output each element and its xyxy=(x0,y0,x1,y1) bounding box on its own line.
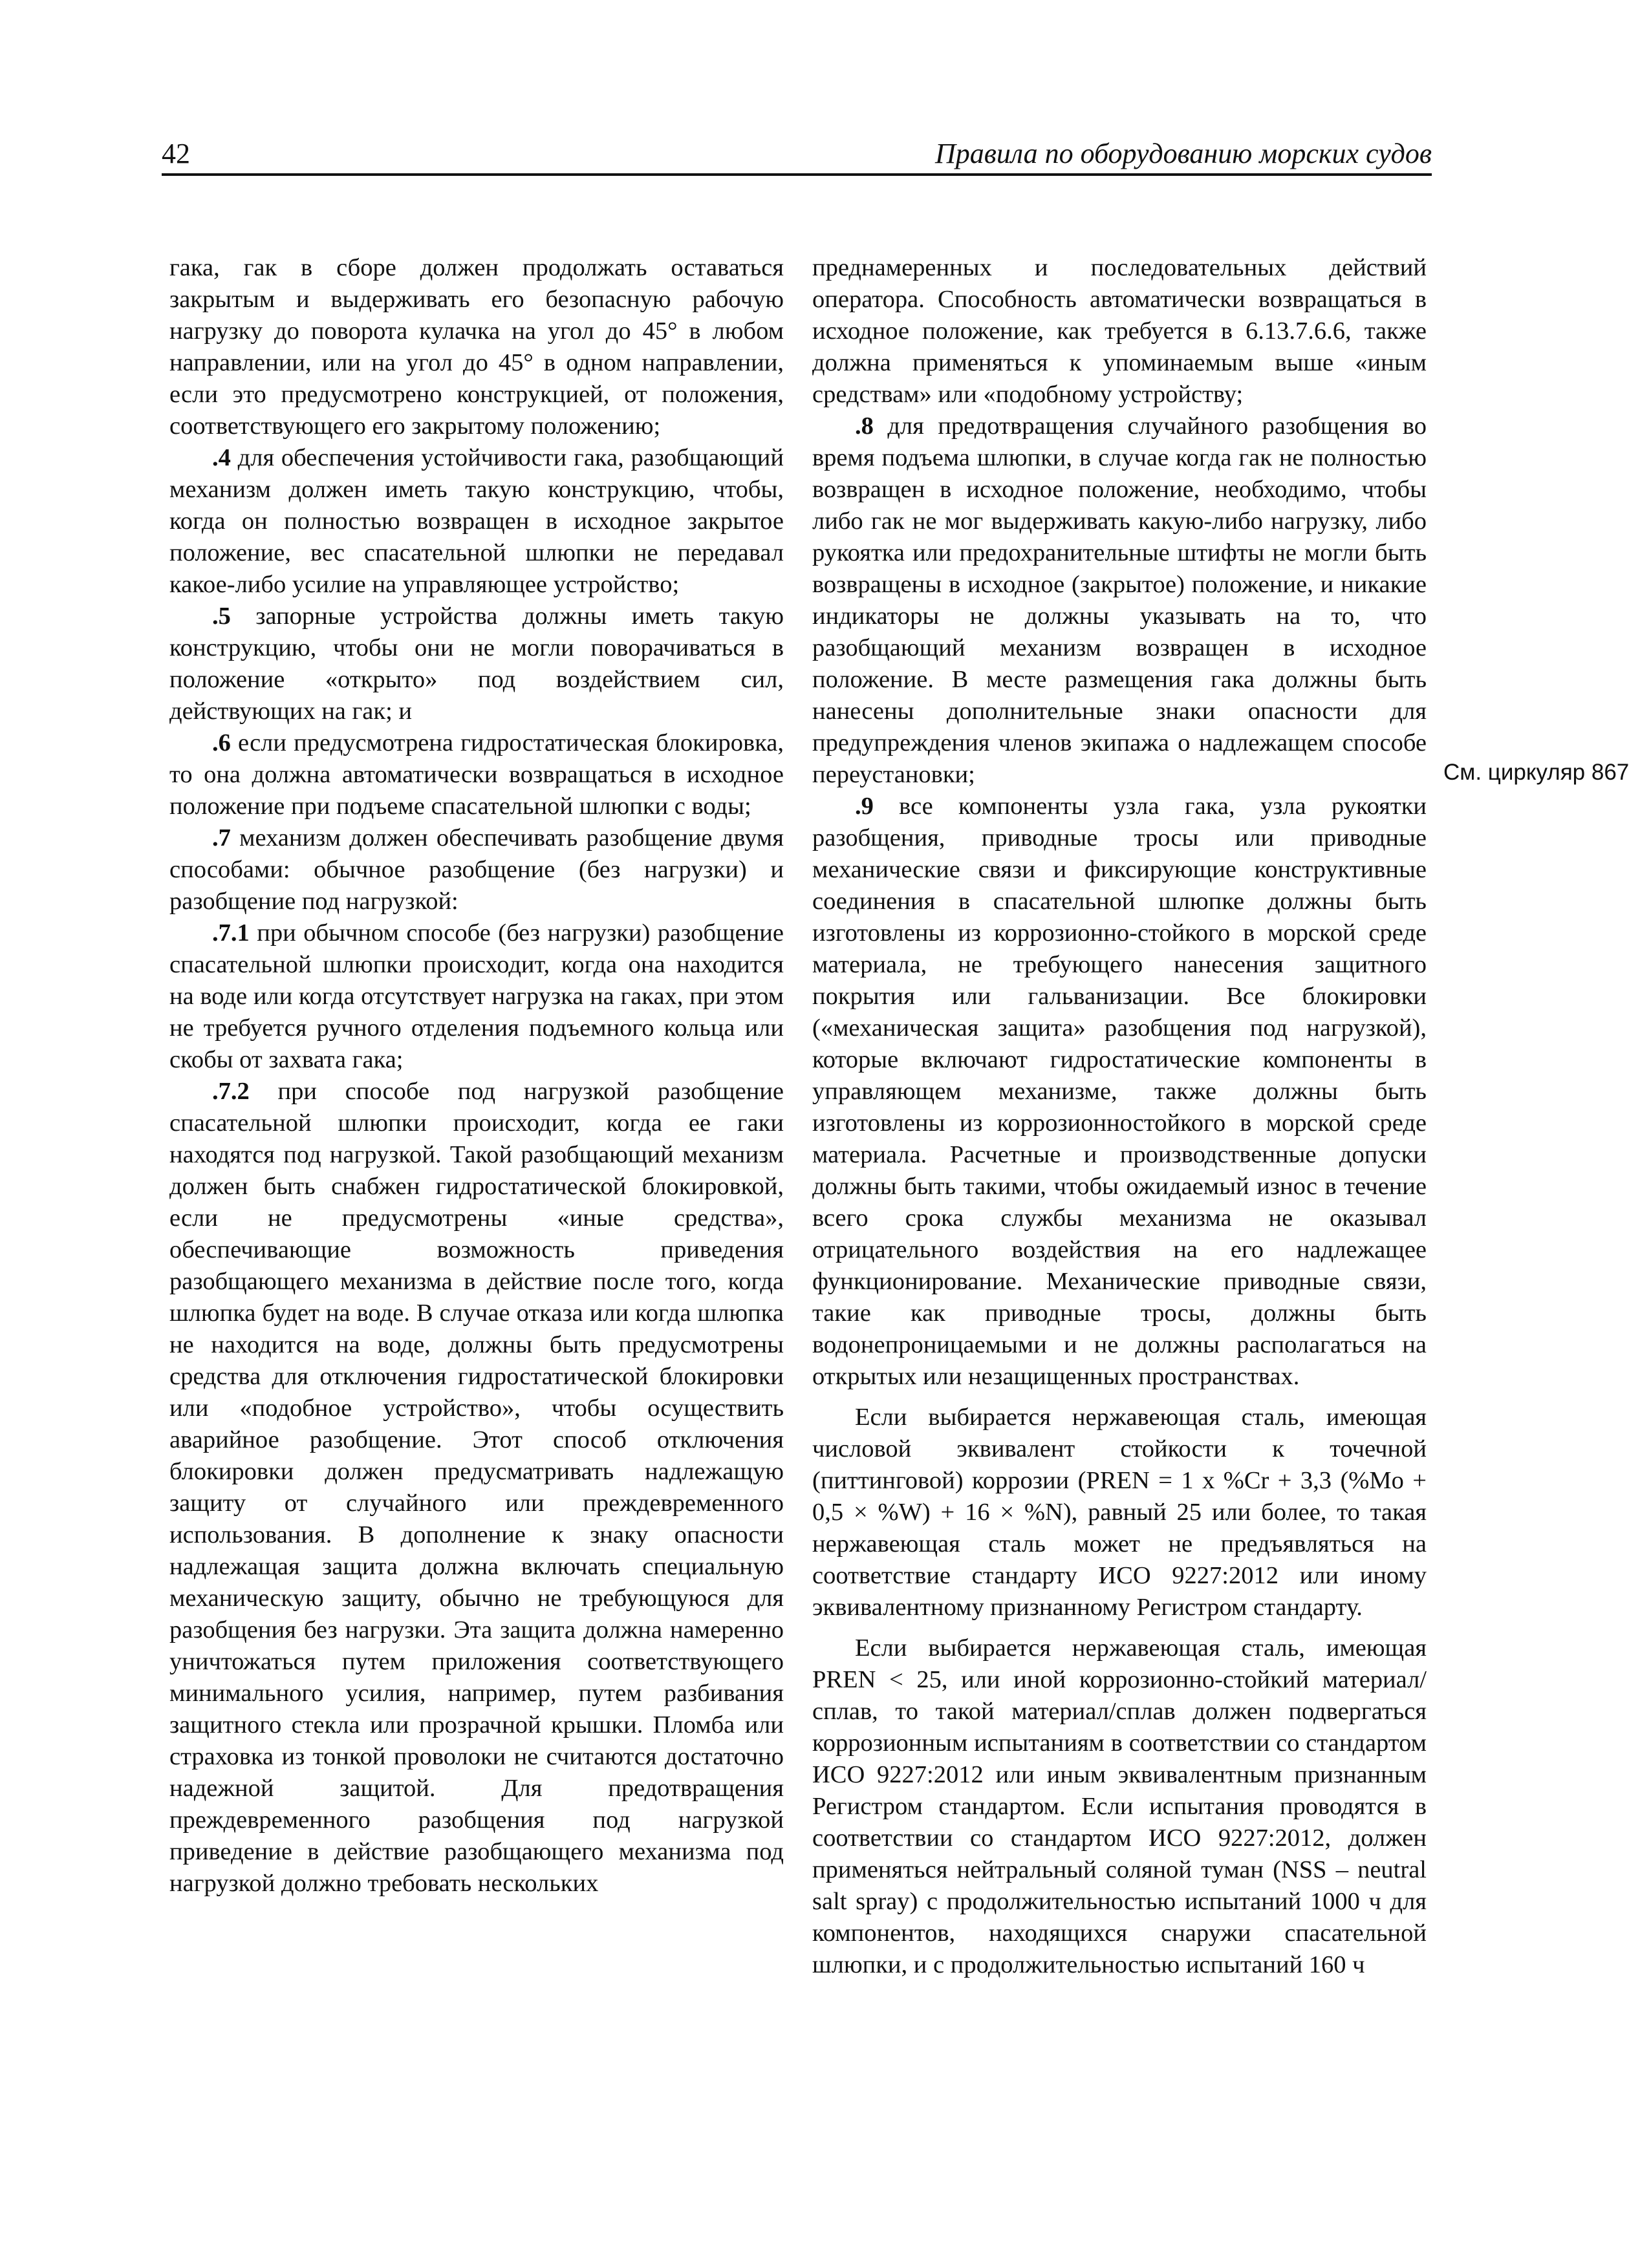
margin-note: См. циркуляр 867 xyxy=(1443,760,1629,785)
paragraph: преднамеренных и последовательных действий оператора. Способность автоматически возвращаться в исходное положение, как требуется в 6.13.7.6.6, также должна применяться к упоминаемым выше «иным средствам» или «подобному устройству; xyxy=(812,254,1427,408)
paragraph: .7.1 при обычном способе (без нагрузки) разобщение спасательной шлюпки происходит, когда она находится на воде или когда отсутствует нагрузка на гаках, при этом не требуется ручного отделения подъемного кольца или скобы от захвата гака; xyxy=(169,919,784,1073)
paragraph: .5 запорные устройства должны иметь такую конструкцию, чтобы они не могли поворачиваться в положение «открыто» под воздействием сил, действующих на гак; и xyxy=(169,603,784,725)
item-number: .6 xyxy=(212,729,231,756)
item-number: .7 xyxy=(212,824,231,851)
paragraph: .7 механизм должен обеспечивать разобщение двумя способами: обычное разобщение (без нагрузки) и разобщение под нагрузкой: xyxy=(169,824,784,915)
item-number: .5 xyxy=(212,603,231,630)
paragraph: .7.2 при способе под нагрузкой разобщение спасательной шлюпки происходит, когда ее гаки находятся под нагрузкой. Такой разобщающий механизм должен быть снабжен гидростатической блокировкой, если не предусмотрены «иные средства», обеспечивающие возможность приведения разобщающего механизма в действие после того, когда шлюпка будет на воде. В случае отказа или когда шлюпка не находится на воде, должны быть предусмотрены средства для отключения гидростатической блокировки или «подобное устройство», чтобы осуществить аварийное разобщение. Этот способ отключения блокировки должен предусматривать надлежащую защиту от случайного или преждевременного использования. В дополнение к знаку опасности надлежащая защита должна включать специальную механическую защиту, обычно не требующуюся для разобщения без нагрузки. Эта защита должна намеренно уничтожаться путем приложения соответствующего минимального усилия, например, путем разбивания защитного стекла или прозрачной крышки. Пломба или страховка из тонкой проволоки не считаются достаточно надежной защитой. Для предотвращения преждевременного разобщения под нагрузкой приведение в действие разобщающего механизма под нагрузкой должно требовать нескольких xyxy=(169,1078,784,1897)
paragraph: гака, гак в сборе должен продолжать оставаться закрытым и выдерживать его безопасную рабочую нагрузку до поворота кулачка на угол до 45° в любом направлении, или на угол до 45° в одном направлении, если это предусмотрено конструкцией, от положения, соответствующего его закрытому положению; xyxy=(169,254,784,440)
paragraph: .4 для обеспечения устойчивости гака, разобщающий механизм должен иметь такую конструкцию, чтобы, когда он полностью возвращен в исходное закрытое положение, вес спасательной шлюпки не передавал какое-либо усилие на управляющее устройство; xyxy=(169,444,784,598)
item-number: .9 xyxy=(855,793,874,820)
item-number: .7.2 xyxy=(212,1078,250,1105)
page-number: 42 xyxy=(162,138,190,169)
paragraph: .9 все компоненты узла гака, узла рукоятки разобщения, приводные тросы или приводные механические связи и фиксирующие конструктивные соединения в спасательной шлюпке должны быть изготовлены из коррозионно-стойкого в морской среде материала, не требующего нанесения защитного покрытия или гальванизации. Все блокировки («механическая защита» разобщения под нагрузкой), которые включают гидростатические компоненты в управляющем механизме, также должны быть изготовлены из коррозионностойкого в морской среде материала. Расчетные и производственные допуски должны быть такими, чтобы ожидаемый износ в течение всего срока службы механизма не оказывал отрицательного воздействия на его надлежащее функционирование. Механические приводные связи, такие как приводные тросы, должны быть водонепроницаемыми и не должны располагаться на открытых или незащищенных пространствах. xyxy=(812,793,1427,1390)
item-number: .7.1 xyxy=(212,919,250,947)
left-column xyxy=(169,252,784,1899)
paragraph: Если выбирается нержавеющая сталь, имеющая PREN < 25, или иной коррозионно-стойкий материал/сплав, то такой материал/сплав должен подвергаться коррозионным испытаниям в соответствии со стандартом ИСО 9227:2012 или иным эквивалентным признанным Регистром стандартом. Если испытания проводятся в соответствии со стандартом ИСО 9227:2012, должен применяться нейтральный соляной туман (NSS – neutral salt spray) с продолжительностью испытаний 1000 ч для компонентов, находящихся снаружи спасательной шлюпки, и с продолжительностью испытаний 160 ч xyxy=(812,1634,1427,1978)
paragraph: .6 если предусмотрена гидростатическая блокировка, то она должна автоматически возвращаться в исходное положение при подъеме спасательной шлюпки с воды; xyxy=(169,729,784,820)
paragraph: Если выбирается нержавеющая сталь, имеющая числовой эквивалент стойкости к точечной (питтинговой) коррозии (PREN = 1 x %Cr + 3,3 (%Mo + 0,5 × %W) + 16 × %N), равный 25 или более, то такая нержавеющая сталь может не предъявляться на соответствие стандарту ИСО 9227:2012 или иному эквивалентному признанному Регистром стандарту. xyxy=(812,1404,1427,1621)
item-number: .4 xyxy=(212,444,231,471)
right-column xyxy=(812,252,1427,1981)
item-number: .8 xyxy=(855,412,874,440)
paragraph: .8 для предотвращения случайного разобщения во время подъема шлюпки, в случае когда гак не полностью возвращен в исходное положение, необходимо, чтобы либо гак не мог выдерживать какую-либо нагрузку, либо рукоятка или предохранительные штифты не могли быть возвращены в исходное (закрытое) положение, и никакие индикаторы не должны указывать на то, что разобщающий механизм возвращен в исходное положение. В месте размещения гака должны быть нанесены дополнительные знаки опасности для предупреждения членов экипажа о надлежащем способе переустановки; xyxy=(812,412,1427,788)
running-header-title: Правила по оборудованию морских судов xyxy=(934,138,1432,169)
header-rule xyxy=(162,173,1432,176)
